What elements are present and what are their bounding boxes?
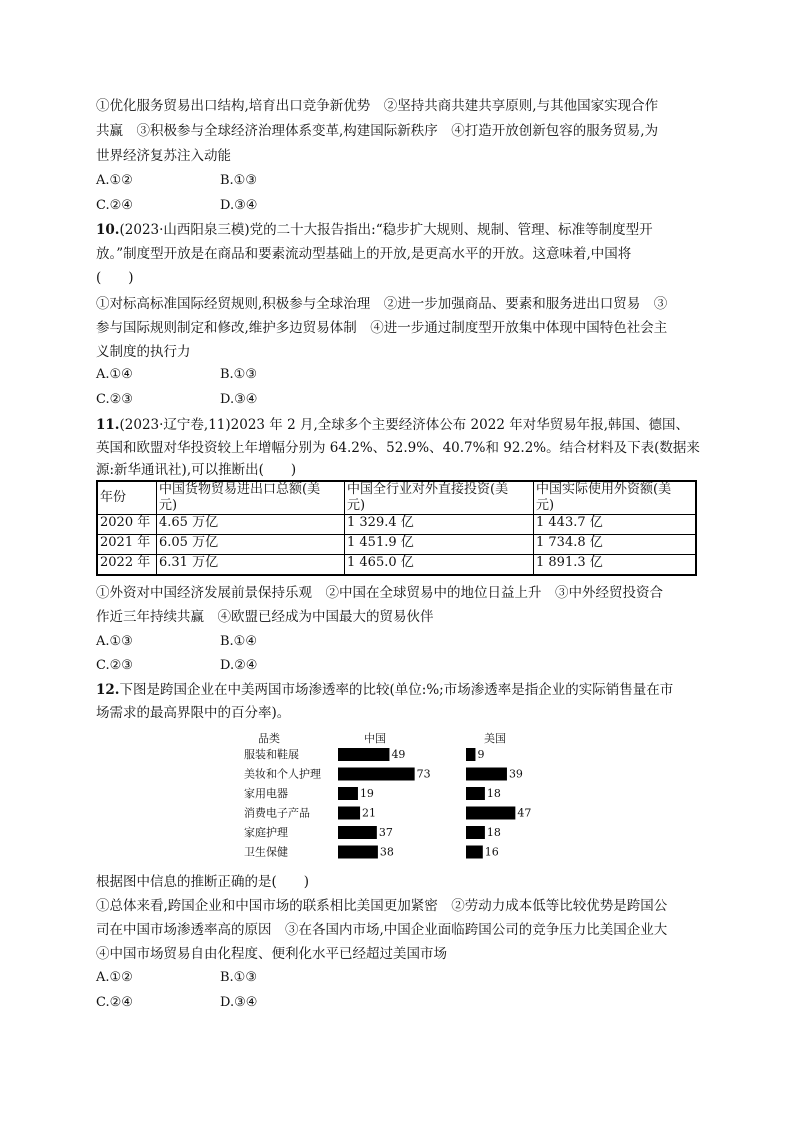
q12-option-d[interactable]: D.③④ (220, 995, 258, 1010)
category-header: 品类 (258, 732, 280, 745)
cell-foreign-investment: 1 443.7 亿 (534, 515, 697, 535)
q12-stem-line-2: 场需求的最高界限中的百分率)。 (96, 705, 291, 721)
cell-year: 2022 年 (97, 555, 157, 576)
usa-value-label: 18 (486, 826, 501, 839)
china-bar (338, 826, 377, 839)
china-bar (338, 748, 389, 761)
q12-statements-line-2: 司在中国市场渗透率高的原因 ③在各国内市场,中国企业面临跨国公司的竞争压力比美国企业大 (96, 922, 668, 938)
q11-stem-line-2: 英国和欧盟对华投资较上年增幅分别为 64.2%、52.9%、40.7%和 92.2%。结合材料及下表(数据来 (96, 440, 700, 456)
cell-goods-trade: 4.65 万亿 (157, 515, 345, 535)
cell-year: 2021 年 (97, 535, 157, 555)
q10-answer-blank: ( ) (96, 270, 134, 286)
q12-option-a[interactable]: A.①② (96, 970, 133, 985)
q10-stem-line-2: 放。”制度型开放是在商品和要素流动型基础上的开放,是更高水平的开放。这意味着,中国将 (96, 246, 632, 262)
q12-stem-line-3: 根据图中信息的推断正确的是( ) (96, 874, 310, 890)
china-bar (338, 787, 358, 800)
series-header-usa: 美国 (484, 732, 506, 745)
cell-foreign-investment: 1 734.8 亿 (534, 535, 697, 555)
usa-bar (466, 748, 475, 761)
q11-statements-line-2: 作近三年持续共赢 ④欧盟已经成为中国最大的贸易伙伴 (96, 609, 434, 625)
china-bar (338, 768, 415, 781)
q9-statements-line-2: 共赢 ③积极参与全球经济治理体系变革,构建国际新秩序 ④打造开放创新包容的服务贸易,为 (96, 123, 659, 139)
header-year: 年份 (97, 481, 157, 515)
q12-option-c[interactable]: C.②④ (96, 995, 133, 1010)
usa-bar (466, 826, 485, 839)
header-foreign-investment: 中国实际使用外资额(美 元) (534, 481, 697, 515)
q12-stem-line-1 (96, 680, 673, 700)
usa-value-label: 16 (484, 845, 499, 859)
china-value-label: 38 (379, 845, 394, 859)
china-value-label: 49 (391, 748, 406, 761)
q10-statements-line-2: 参与国际规则制定和修改,维护多边贸易体制 ④进一步通过制度型开放集中体现中国特色社会主 (96, 320, 668, 336)
q9-option-b[interactable]: B.①③ (220, 173, 257, 188)
q10-option-a[interactable]: A.①④ (96, 367, 133, 382)
q9-statements-line-3: 世界经济复苏注入动能 (96, 148, 231, 164)
trade-data-table (96, 480, 697, 576)
q10-option-b[interactable]: B.①③ (220, 367, 257, 382)
cell-year: 2020 年 (97, 515, 157, 535)
usa-bar (466, 787, 485, 800)
china-bar (338, 846, 378, 859)
category-label: 家用电器 (244, 787, 288, 800)
china-bar (338, 807, 360, 820)
q11-number: 11. (96, 417, 120, 433)
table-row (97, 555, 696, 576)
q12-statements-line-1: ①总体来看,跨国企业和中国市场的联系相比美国更加紧密 ②劳动力成本低等比较优势是跨国公 (96, 898, 668, 914)
q10-stem-text: (2023·山西阳泉三模)党的二十大报告指出:“稳步扩大规则、规制、管理、标准等制度型开 (119, 222, 653, 238)
q9-option-c[interactable]: C.②④ (96, 198, 133, 213)
china-value-label: 73 (416, 767, 431, 781)
usa-bar (466, 768, 507, 781)
q11-option-a[interactable]: A.①③ (96, 634, 133, 649)
q10-statements-line-3: 义制度的执行力 (96, 344, 191, 360)
q12-statements-line-3: ④中国市场贸易自由化程度、便利化水平已经超过美国市场 (96, 946, 447, 962)
category-label: 家庭护理 (244, 826, 288, 839)
q11-stem-text: (2023·辽宁卷,11)2023 年 2 月,全球多个主要经济体公布 2022 年对华贸易年报,韩国、德国、 (119, 417, 689, 433)
q11-option-d[interactable]: D.②④ (220, 658, 258, 673)
category-label: 服装和鞋展 (244, 748, 299, 761)
q11-stem-line-1 (96, 415, 689, 435)
q10-option-c[interactable]: C.②③ (96, 392, 133, 407)
china-value-label: 19 (359, 787, 374, 800)
q12-stem-text: 下图是跨国企业在中美两国市场渗透率的比较(单位:%;市场渗透率是指企业的实际销售量在市 (119, 682, 674, 698)
table-header-row (97, 481, 696, 515)
china-value-label: 21 (362, 806, 377, 820)
china-value-label: 37 (378, 826, 393, 839)
table-row (97, 535, 696, 555)
usa-bar (466, 807, 515, 820)
q12-number: 12. (96, 682, 120, 698)
category-label: 卫生保健 (244, 845, 288, 859)
usa-value-label: 47 (517, 806, 532, 820)
q11-statements-line-1: ①外资对中国经济发展前景保持乐观 ②中国在全球贸易中的地位日益上升 ③中外经贸投资合 (96, 585, 663, 601)
q10-option-d[interactable]: D.③④ (220, 392, 258, 407)
cell-outbound-investment: 1 451.9 亿 (345, 535, 534, 555)
q11-stem-line-3: 源:新华通讯社),可以推断出( ) (96, 462, 297, 478)
penetration-rate-chart (236, 726, 566, 866)
q11-option-c[interactable]: C.②③ (96, 658, 133, 673)
header-outbound-investment: 中国全行业对外直接投资(美 元) (345, 481, 534, 515)
usa-value-label: 39 (508, 767, 523, 781)
cell-goods-trade: 6.31 万亿 (157, 555, 345, 576)
usa-bar (466, 846, 483, 859)
category-label: 美妆和个人护理 (244, 767, 321, 781)
table-row (97, 515, 696, 535)
usa-value-label: 9 (477, 748, 485, 761)
category-label: 消费电子产品 (244, 806, 310, 820)
q9-statements-line-1: ①优化服务贸易出口结构,培育出口竞争新优势 ②坚持共商共建共享原则,与其他国家实现合作 (96, 98, 659, 114)
usa-value-label: 18 (486, 787, 501, 800)
cell-goods-trade: 6.05 万亿 (157, 535, 345, 555)
q10-number: 10. (96, 222, 120, 238)
series-header-china: 中国 (364, 732, 386, 745)
cell-foreign-investment: 1 891.3 亿 (534, 555, 697, 576)
cell-outbound-investment: 1 465.0 亿 (345, 555, 534, 576)
q12-option-b[interactable]: B.①③ (220, 970, 257, 985)
q9-option-d[interactable]: D.③④ (220, 198, 258, 213)
header-goods-trade: 中国货物贸易进出口总额(美 元) (157, 481, 345, 515)
q10-stem-line-1 (96, 220, 653, 240)
cell-outbound-investment: 1 329.4 亿 (345, 515, 534, 535)
q9-option-a[interactable]: A.①② (96, 173, 133, 188)
q11-option-b[interactable]: B.①④ (220, 634, 257, 649)
q10-statements-line-1: ①对标高标准国际经贸规则,积极参与全球治理 ②进一步加强商品、要素和服务进出口贸易 ③ (96, 296, 668, 312)
